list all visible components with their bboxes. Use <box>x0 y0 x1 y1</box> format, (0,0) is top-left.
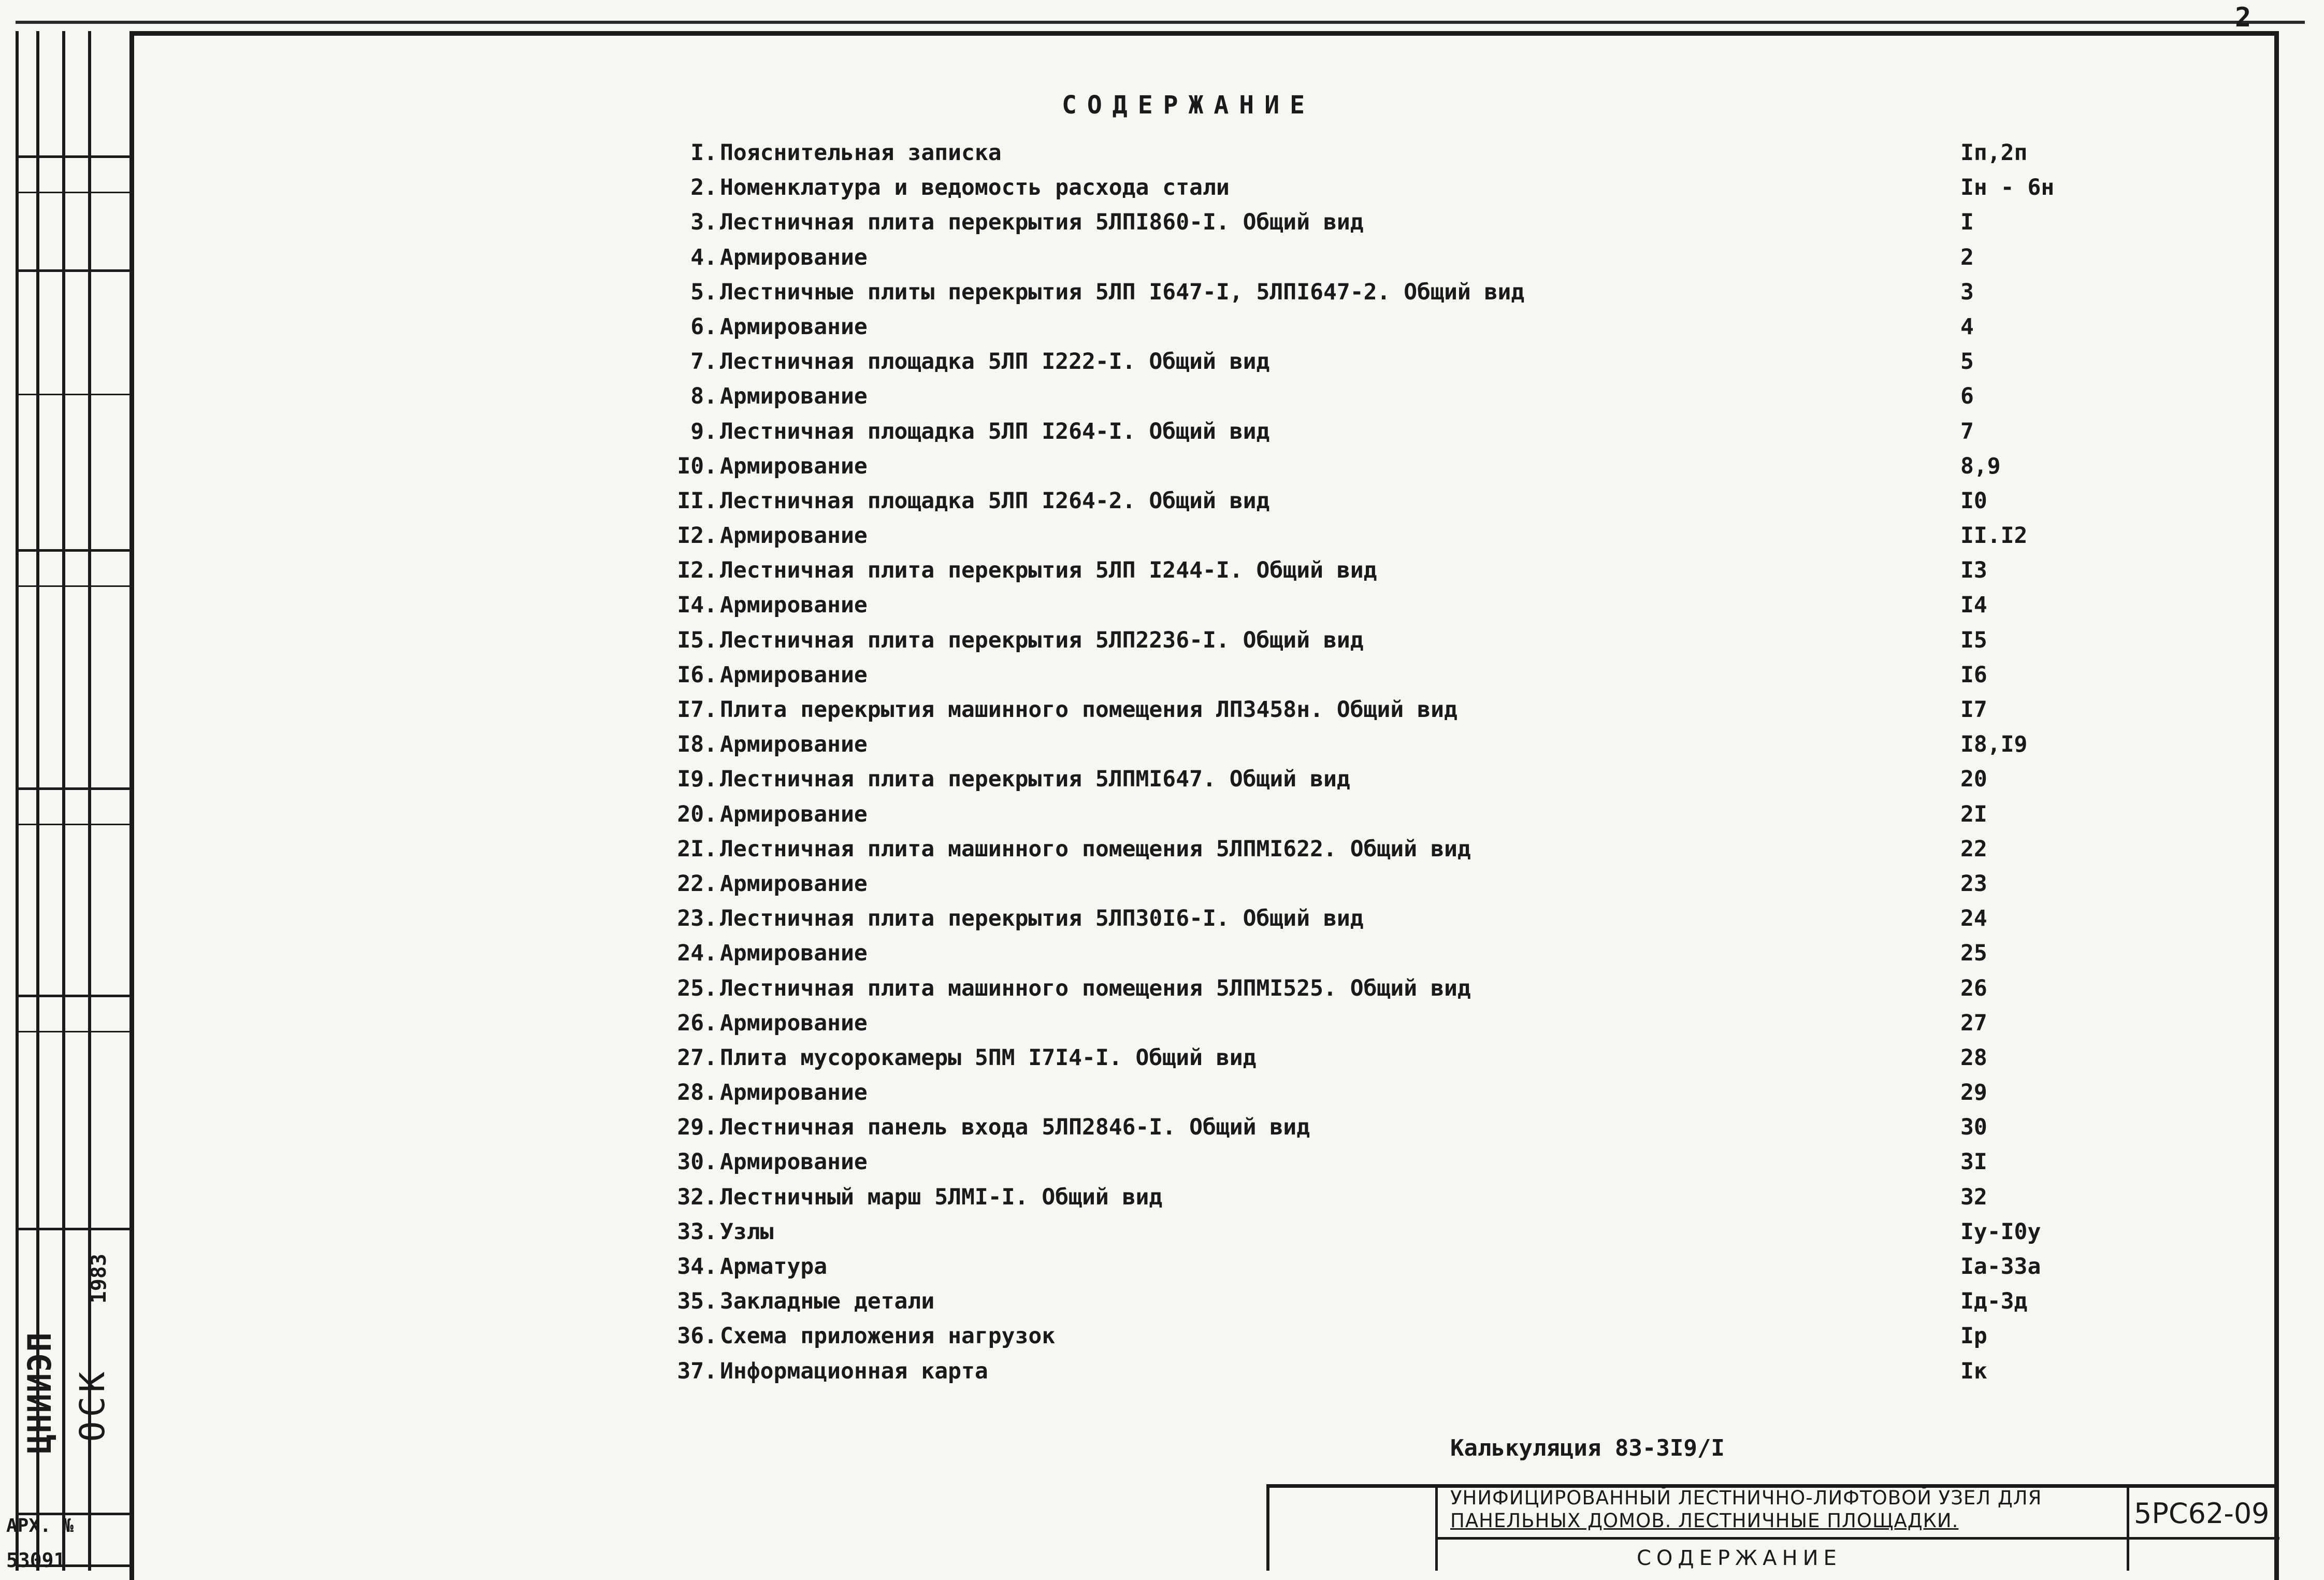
toc-item-text: Пояснительная записка <box>720 140 1002 166</box>
title-block-column-line <box>1435 1488 1438 1571</box>
toc-item-text: Узлы <box>720 1218 774 1245</box>
table-of-contents <box>658 140 2056 1393</box>
toc-item-number: 23. <box>677 906 717 932</box>
toc-item-text: Схема приложения нагрузок <box>720 1323 1056 1349</box>
toc-row <box>658 871 2056 906</box>
strip-archive-label: АРХ. № <box>6 1515 74 1536</box>
toc-row <box>658 662 2056 697</box>
toc-row <box>658 1080 2056 1114</box>
toc-item-text: Лестничный марш 5ЛМI-I. Общий вид <box>720 1184 1163 1210</box>
toc-item-page: I <box>1960 209 1974 236</box>
toc-item-page: 23 <box>1960 870 1987 897</box>
toc-item-number: 26. <box>677 1010 717 1036</box>
strip-row-line <box>16 787 129 790</box>
toc-item-page: Iр <box>1960 1323 1987 1349</box>
toc-item-page: 22 <box>1960 836 1987 862</box>
toc-item-text: Закладные детали <box>720 1288 935 1315</box>
toc-row <box>658 801 2056 836</box>
toc-row <box>658 731 2056 766</box>
title-block-project-name <box>1450 1487 2042 1532</box>
toc-item-text: Лестничные плиты перекрытия 5ЛП I647-I, 5ЛПI647-2. Общий вид <box>720 279 1525 305</box>
strip-department: ОСК <box>73 1368 112 1442</box>
toc-row <box>658 1149 2056 1184</box>
toc-item-number: I2. <box>677 557 717 584</box>
toc-item-text: Лестничная площадка 5ЛП I264-2. Общий вид <box>720 487 1270 514</box>
title-block-column-line <box>2127 1488 2129 1571</box>
toc-item-page: I7 <box>1960 697 1987 723</box>
toc-item-number: II. <box>677 487 717 514</box>
toc-item-number: 20. <box>677 801 717 827</box>
toc-item-text: Армирование <box>720 1080 868 1106</box>
strip-row-line <box>16 155 129 158</box>
toc-item-page: I8,I9 <box>1960 731 2028 758</box>
toc-item-number: 36. <box>677 1323 717 1349</box>
toc-item-number: 37. <box>677 1358 717 1384</box>
toc-row <box>658 1184 2056 1219</box>
toc-item-text: Лестничная плита машинного помещения 5ЛПМI622. Общий вид <box>720 836 1471 862</box>
toc-row <box>658 697 2056 731</box>
toc-item-text: Армирование <box>720 244 868 270</box>
toc-item-text: Плита перекрытия машинного помещения ЛП3458н. Общий вид <box>720 697 1457 723</box>
toc-item-text: Информационная карта <box>720 1358 988 1384</box>
toc-item-text: Армирование <box>720 662 868 688</box>
title-block-row-line <box>1435 1537 2279 1540</box>
toc-item-number: 32. <box>677 1184 717 1210</box>
toc-item-text: Лестничная плита перекрытия 5ЛП30I6-I. Общий вид <box>720 906 1364 932</box>
toc-item-page: Iн - 6н <box>1960 175 2055 201</box>
toc-item-page: 2I <box>1960 801 1987 827</box>
toc-item-number: 2. <box>690 175 717 201</box>
toc-row <box>658 940 2056 975</box>
toc-item-page: 29 <box>1960 1080 1987 1106</box>
toc-item-text: Лестничная площадка 5ЛП I222-I. Общий вид <box>720 349 1270 375</box>
strip-row-line <box>16 549 129 552</box>
toc-item-text: Лестничная плита перекрытия 5ЛП I244-I. Общий вид <box>720 557 1377 584</box>
toc-item-text: Номенклатура и ведомость расхода стали <box>720 175 1230 201</box>
toc-item-text: Армирование <box>720 870 868 897</box>
toc-row <box>658 1323 2056 1358</box>
toc-item-text: Арматура <box>720 1254 828 1280</box>
toc-row <box>658 836 2056 871</box>
toc-item-page: Iд-3д <box>1960 1288 2028 1315</box>
toc-item-page: I3 <box>1960 557 1987 584</box>
toc-item-page: 6 <box>1960 383 1974 410</box>
toc-item-page: I5 <box>1960 627 1987 653</box>
toc-row <box>658 1010 2056 1045</box>
toc-row <box>658 766 2056 801</box>
toc-row <box>658 383 2056 418</box>
sheet-number: 2 <box>2235 2 2251 33</box>
toc-item-text: Армирование <box>720 731 868 758</box>
toc-row <box>658 627 2056 662</box>
toc-item-page: 4 <box>1960 313 1974 340</box>
strip-row-line <box>16 1228 129 1230</box>
toc-item-number: 9. <box>690 418 717 444</box>
toc-item-text: Армирование <box>720 383 868 410</box>
toc-item-number: I6. <box>677 662 717 688</box>
toc-item-text: Армирование <box>720 313 868 340</box>
toc-item-page: 8,9 <box>1960 453 2001 479</box>
toc-item-number: 34. <box>677 1254 717 1280</box>
toc-row <box>658 279 2056 314</box>
toc-row <box>658 453 2056 488</box>
toc-item-page: Iу-I0у <box>1960 1218 2041 1245</box>
toc-row <box>658 209 2056 244</box>
strip-column-line <box>88 31 91 1571</box>
toc-item-page: 5 <box>1960 349 1974 375</box>
toc-row <box>658 592 2056 627</box>
toc-item-number: 7. <box>690 349 717 375</box>
toc-item-number: 22. <box>677 870 717 897</box>
toc-item-text: Лестничная плита перекрытия 5ЛП2236-I. Общий вид <box>720 627 1364 653</box>
toc-item-number: 8. <box>690 383 717 410</box>
toc-item-number: 3. <box>690 209 717 236</box>
toc-row <box>658 523 2056 557</box>
toc-item-text: Плита мусорокамеры 5ПМ I7I4-I. Общий вид <box>720 1044 1257 1071</box>
calculation-reference: Калькуляция 83-3I9/I <box>1450 1435 1725 1461</box>
toc-item-number: 33. <box>677 1218 717 1245</box>
toc-item-page: I0 <box>1960 487 1987 514</box>
toc-item-page: 30 <box>1960 1114 1987 1141</box>
toc-item-number: 29. <box>677 1114 717 1141</box>
toc-item-number: 5. <box>690 279 717 305</box>
toc-row <box>658 1358 2056 1393</box>
toc-item-text: Лестничная площадка 5ЛП I264-I. Общий вид <box>720 418 1270 444</box>
project-name-line-1: УНИФИЦИРОВАННЫЙ ЛЕСТНИЧНО-ЛИФТОВОЙ УЗЕЛ ДЛЯ <box>1450 1487 2042 1509</box>
title-block-sheet-title: СОДЕРЖАНИЕ <box>1637 1546 1842 1570</box>
toc-item-text: Армирование <box>720 453 868 479</box>
toc-item-number: I8. <box>677 731 717 758</box>
toc-item-page: 3I <box>1960 1149 1987 1175</box>
toc-row <box>658 1219 2056 1254</box>
toc-item-page: II.I2 <box>1960 523 2028 549</box>
toc-row <box>658 1288 2056 1323</box>
toc-item-page: Iа-33а <box>1960 1254 2041 1280</box>
toc-row <box>658 349 2056 383</box>
toc-item-text: Армирование <box>720 523 868 549</box>
toc-item-page: I4 <box>1960 592 1987 619</box>
toc-row <box>658 975 2056 1010</box>
toc-row <box>658 1254 2056 1288</box>
strip-row-line <box>16 1031 129 1032</box>
toc-item-page: 20 <box>1960 766 1987 793</box>
toc-row <box>658 314 2056 349</box>
strip-row-line <box>16 585 129 587</box>
toc-item-number: 30. <box>677 1149 717 1175</box>
toc-item-number: I5. <box>677 627 717 653</box>
toc-item-page: 25 <box>1960 940 1987 967</box>
toc-item-text: Армирование <box>720 801 868 827</box>
strip-border <box>16 31 19 1571</box>
toc-row <box>658 140 2056 175</box>
strip-row-line <box>16 995 129 997</box>
toc-row <box>658 906 2056 940</box>
strip-row-line <box>16 824 129 825</box>
toc-item-page: 24 <box>1960 906 1987 932</box>
toc-item-number: 2I. <box>677 836 717 862</box>
toc-item-page: 7 <box>1960 418 1974 444</box>
title-block-code: 5РС62-09 <box>2134 1497 2270 1530</box>
project-name-line-2: ПАНЕЛЬНЫХ ДОМОВ. ЛЕСТНИЧНЫЕ ПЛОЩАДКИ. <box>1450 1510 1959 1532</box>
strip-row-line <box>16 192 129 193</box>
page-title: СОДЕРЖАНИЕ <box>1062 91 1315 120</box>
toc-item-number: 4. <box>690 244 717 270</box>
toc-row <box>658 1114 2056 1149</box>
toc-item-text: Армирование <box>720 1010 868 1036</box>
toc-item-number: 6. <box>690 313 717 340</box>
toc-item-page: 27 <box>1960 1010 1987 1036</box>
toc-item-page: 2 <box>1960 244 1974 270</box>
toc-item-page: 3 <box>1960 279 1974 305</box>
toc-item-page: 28 <box>1960 1044 1987 1071</box>
toc-row <box>658 419 2056 453</box>
toc-item-text: Лестничная плита перекрытия 5ЛПI860-I. Общий вид <box>720 209 1364 236</box>
toc-row <box>658 488 2056 523</box>
strip-organization-stamp: ЦНИИЭП <box>21 1331 59 1454</box>
strip-row-line <box>16 269 129 272</box>
toc-item-page: 32 <box>1960 1184 1987 1210</box>
toc-item-page: Iп,2п <box>1960 140 2028 166</box>
toc-item-text: Лестничная плита перекрытия 5ЛПМI647. Общий вид <box>720 766 1350 793</box>
toc-item-number: I. <box>690 140 717 166</box>
toc-row <box>658 1045 2056 1080</box>
strip-year: 1983 <box>87 1254 111 1304</box>
toc-row <box>658 245 2056 279</box>
toc-item-page: Iк <box>1960 1358 1987 1384</box>
toc-item-number: I7. <box>677 697 717 723</box>
toc-item-text: Армирование <box>720 592 868 619</box>
toc-item-page: 26 <box>1960 975 1987 1001</box>
toc-item-text: Армирование <box>720 1149 868 1175</box>
toc-item-number: 35. <box>677 1288 717 1315</box>
toc-row <box>658 175 2056 209</box>
strip-column-line <box>62 31 65 1571</box>
toc-item-page: I6 <box>1960 662 1987 688</box>
toc-item-text: Армирование <box>720 940 868 967</box>
toc-item-text: Лестничная панель входа 5ЛП2846-I. Общий вид <box>720 1114 1310 1141</box>
toc-item-number: 27. <box>677 1044 717 1071</box>
toc-item-number: I4. <box>677 592 717 619</box>
top-border-line <box>16 21 2305 24</box>
toc-item-text: Лестничная плита машинного помещения 5ЛПМI525. Общий вид <box>720 975 1471 1001</box>
toc-item-number: I0. <box>677 453 717 479</box>
toc-item-number: 25. <box>677 975 717 1001</box>
toc-item-number: 28. <box>677 1080 717 1106</box>
toc-item-number: I9. <box>677 766 717 793</box>
toc-item-number: 24. <box>677 940 717 967</box>
strip-inventory-number: 53091 <box>6 1549 66 1572</box>
toc-row <box>658 557 2056 592</box>
toc-item-number: I2. <box>677 523 717 549</box>
strip-row-line <box>16 394 129 395</box>
